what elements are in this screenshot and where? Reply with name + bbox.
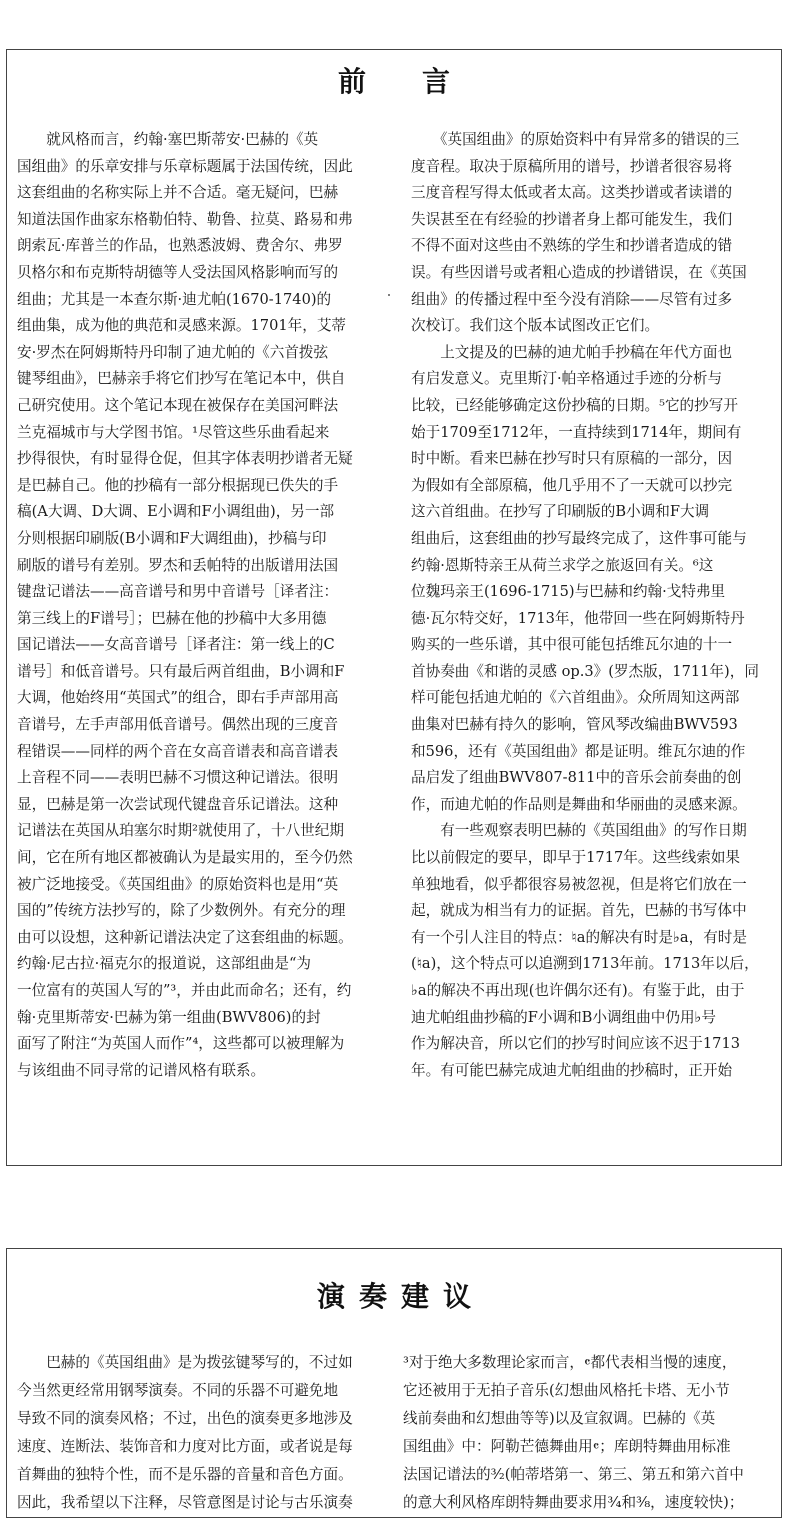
text-line: 《英国组曲》的原始资料中有异常多的错误的三	[411, 131, 740, 148]
text-line: 这套组曲的名称实际上并不合适。毫无疑问，巴赫	[17, 184, 339, 202]
text-line: (♮a)，这个特点可以追溯到1713年前。1713年以后，	[411, 955, 759, 973]
text-line: 分则根据印刷版(B小调和F大调组曲)，抄稿与印	[17, 529, 327, 547]
text-line: 国组曲》的乐章安排与乐章标题属于法国传统，因此	[17, 157, 353, 175]
text-line: 安·罗杰在阿姆斯特丹印制了迪尤帕的《六首拨弦	[17, 343, 329, 361]
text-line: 速度、连断法、装饰音和力度对比方面，或者说是每	[17, 1438, 353, 1455]
page-preface	[6, 49, 782, 1166]
text-line: 这六首组曲。在抄写了印刷版的B小调和F大调	[411, 503, 710, 521]
text-line: 线前奏曲和幻想曲等等)以及宣叙调。巴赫的《英	[403, 1410, 716, 1427]
text-line: 三度音程写得太低或者太高。这类抄谱或者读谱的	[411, 184, 733, 202]
text-line: 一位富有的英国人写的”³，并由此而命名；还有，约	[17, 982, 352, 999]
text-line: 被广泛地接受。《英国组曲》的原始资料也是用“英	[17, 875, 339, 893]
text-line: 比以前假定的要早，即早于1717年。这些线索如果	[411, 849, 741, 867]
text-line: 国的”传统方法抄写的，除了少数例外。有充分的理	[17, 902, 346, 920]
text-line: 约翰·恩斯特亲王从荷兰求学之旅返回有关。⁶这	[411, 556, 714, 574]
text-line: 有一些观察表明巴赫的《英国组曲》的写作日期	[411, 822, 747, 840]
text-line: 度音程。取决于原稿所用的谱号，抄谱者很容易将	[411, 157, 733, 175]
text-line: 比较，已经能够确定这份抄稿的日期。⁵它的抄写开	[411, 396, 738, 414]
text-line: 作为解决音，所以它们的抄写时间应该不迟于1713	[411, 1035, 741, 1053]
text-line: 次校订。我们这个版本试图改正它们。	[411, 317, 660, 335]
text-line: 因此，我希望以下注释，尽管意图是讨论与古乐演奏	[17, 1494, 353, 1511]
text-line: 的意大利风格库朗特舞曲要求用³⁄₄和³⁄₈，速度较快)；	[403, 1494, 744, 1511]
text-line: 显，巴赫是第一次尝试现代键盘音乐记谱法。这种	[17, 795, 339, 813]
text-line: 曲集对巴赫有持久的影响，管风琴改编曲BWV593	[411, 716, 738, 734]
text-line: 己研究使用。这个笔记本现在被保存在美国河畔法	[17, 396, 339, 414]
text-line: 由可以设想，这种新记谱法决定了这套组曲的标题。	[17, 928, 353, 946]
text-line: 误。有些因谱号或者粗心造成的抄谱错误，在《英国	[411, 263, 747, 281]
text-line: 德·瓦尔特交好，1713年，他带回一些在阿姆斯特丹	[411, 609, 745, 627]
text-line: 失误甚至在有经验的抄谱者身上都可能发生，我们	[411, 210, 733, 228]
preface-title: 前言	[337, 65, 506, 98]
text-line: 为假如有全部原稿，他几乎用不了一天就可以抄完	[411, 476, 733, 494]
text-line: 它还被用于无拍子音乐(幻想曲风格托卡塔、无小节	[403, 1382, 730, 1399]
text-line: 上音程不同——表明巴赫不习惯这种记谱法。很明	[17, 769, 339, 787]
text-line: 有启发意义。克里斯汀·帕辛格通过手迹的分析与	[411, 370, 723, 388]
preface-right-column	[411, 127, 777, 1084]
text-line: 样可能包括迪尤帕的《六首组曲》。众所周知这两部	[411, 689, 740, 707]
text-line: 组曲后，这套组曲的抄写最终完成了，这件事可能与	[411, 529, 747, 547]
text-line: 键盘记谱法——高音谱号和男中音谱号［译者注：	[17, 583, 339, 601]
text-line: 年。有可能巴赫完成迪尤帕组曲的抄稿时，正开始	[411, 1061, 733, 1079]
text-line: 刷版的谱号有差别。罗杰和丢帕特的出版谱用法国	[17, 556, 339, 574]
text-line: 导致不同的演奏风格；不过，出色的演奏更多地涉及	[17, 1410, 353, 1427]
text-line: 翰·克里斯蒂安·巴赫为第一组曲(BWV806)的封	[17, 1008, 321, 1026]
text-line: 迪尤帕组曲抄稿的F小调和B小调组曲中仍用♭号	[411, 1008, 717, 1026]
text-line: 间，它在所有地区都被确认为是最实用的，至今仍然	[17, 849, 353, 867]
text-line: 键琴组曲》，巴赫亲手将它们抄写在笔记本中，供自	[17, 370, 346, 388]
stray-mark	[388, 294, 390, 296]
text-line: 兰克福城市与大学图书馆。¹尽管这些乐曲看起来	[17, 423, 330, 441]
performance-left-column	[17, 1349, 389, 1517]
text-line: 不得不面对这些由不熟练的学生和抄谱者造成的错	[411, 237, 733, 255]
preface-left-column	[17, 127, 389, 1084]
text-line: 国组曲》中：阿勒芒德舞曲用𝄴；库朗特舞曲用标准	[403, 1438, 731, 1455]
text-line: 面写了附注“为英国人而作”⁴，这些都可以被理解为	[17, 1035, 345, 1053]
page-performance-suggestions	[6, 1248, 782, 1518]
text-line: 始于1709至1712年，一直持续到1714年，期间有	[411, 423, 742, 441]
text-line: 组曲集，成为他的典范和灵感来源。1701年，艾蒂	[17, 317, 347, 335]
text-line: 巴赫的《英国组曲》是为拨弦键琴写的，不过如	[17, 1354, 353, 1371]
text-line: 今当然更经常用钢琴演奏。不同的乐器不可避免地	[17, 1382, 339, 1399]
text-line: 起，就成为相当有力的证据。首先，巴赫的书写体中	[411, 902, 747, 920]
text-line: 时中断。看来巴赫在抄写时只有原稿的一部分，因	[411, 450, 733, 468]
text-line: 单独地看，似乎都很容易被忽视，但是将它们放在一	[411, 875, 747, 893]
performance-title: 演奏建议	[316, 1280, 485, 1313]
text-line: 程错误——同样的两个音在女高音谱表和高音谱表	[17, 742, 339, 760]
text-line: 知道法国作曲家东格勒伯特、勒鲁、拉莫、路易和弗	[17, 210, 353, 228]
text-line: 稿(A大调、D大调、E小调和F小调组曲)，另一部	[17, 503, 335, 521]
text-line: ♭a的解决不再出现(也许偶尔还有)。有鉴于此，由于	[411, 982, 745, 999]
text-line: 约翰·尼古拉·福克尔的报道说，这部组曲是“为	[17, 955, 312, 973]
text-line: 贝格尔和布克斯特胡德等人受法国风格影响而写的	[17, 263, 339, 281]
text-line: 首协奏曲《和谐的灵感 op.3》(罗杰版，1711年)，同	[411, 662, 759, 680]
text-line: 上文提及的巴赫的迪尤帕手抄稿在年代方面也	[411, 343, 733, 361]
text-line: 朗索瓦·库普兰的作品，也熟悉波姆、费舍尔、弗罗	[17, 237, 343, 255]
text-line: 是巴赫自己。他的抄稿有一部分根据现已佚失的手	[17, 476, 339, 494]
text-line: 抄得很快，有时显得仓促，但其字体表明抄谱者无疑	[17, 450, 353, 468]
performance-right-column	[403, 1349, 777, 1517]
text-line: 和596，还有《英国组曲》都是证明。维瓦尔迪的作	[411, 742, 746, 760]
text-line: 组曲》的传播过程中至今没有消除——尽管有过多	[411, 290, 733, 308]
text-line: ³对于绝大多数理论家而言，𝄴都代表相当慢的速度，	[403, 1354, 737, 1371]
text-line: 国记谱法——女高音谱号［译者注：第一线上的C	[17, 636, 335, 654]
text-line: 品启发了组曲BWV807-811中的音乐会前奏曲的创	[411, 769, 742, 787]
text-line: 作，而迪尤帕的作品则是舞曲和华丽曲的灵感来源。	[411, 795, 747, 813]
text-line: 大调，他始终用“英国式”的组合，即右手声部用高	[17, 689, 339, 707]
text-line: 首舞曲的独特个性，而不是乐器的音量和音色方面。	[17, 1466, 353, 1483]
text-line: 第三线上的F谱号］；巴赫在他的抄稿中大多用德	[17, 609, 327, 627]
text-line: 位魏玛亲王(1696-1715)与巴赫和约翰·戈特弗里	[411, 583, 726, 601]
text-line: 音谱号，左手声部用低音谱号。偶然出现的三度音	[17, 716, 339, 734]
text-line: 记谱法在英国从珀塞尔时期²就使用了，十八世纪期	[17, 822, 344, 840]
text-line: 与该组曲不同寻常的记谱风格有联系。	[17, 1061, 266, 1079]
text-line: 谱号］和低音谱号。只有最后两首组曲，B小调和F	[17, 662, 345, 680]
text-line: 有一个引人注目的特点：♮a的解决有时是♭a，有时是	[411, 928, 747, 946]
text-line: 法国记谱法的³⁄₂(帕蒂塔第一、第三、第五和第六首中	[403, 1466, 744, 1483]
text-line: 购买的一些乐谱，其中很可能包括维瓦尔迪的十一	[411, 636, 733, 654]
text-line: 组曲；尤其是一本查尔斯·迪尤帕(1670-1740)的	[17, 290, 332, 308]
text-line: 就风格而言，约翰·塞巴斯蒂安·巴赫的《英	[17, 131, 319, 148]
